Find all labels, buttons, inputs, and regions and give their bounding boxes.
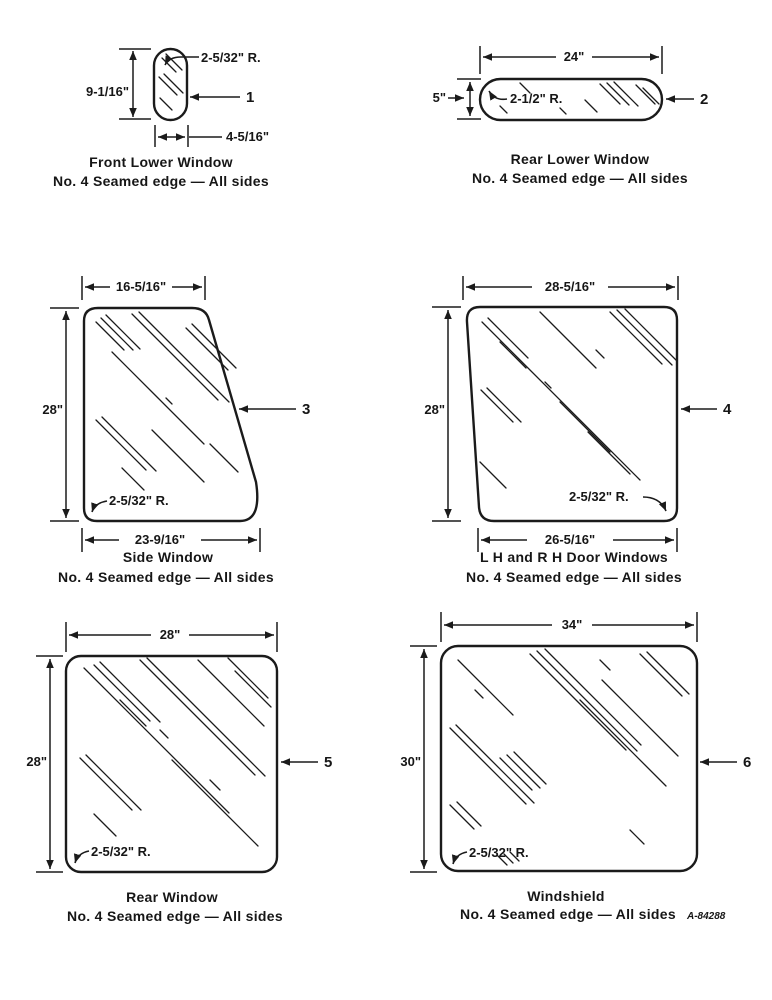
- part-number-label: 3: [302, 401, 311, 418]
- dim-label-height: 9-1/16": [85, 84, 129, 99]
- glass-streaks: [80, 658, 271, 846]
- part-number-label: 2: [700, 91, 709, 108]
- glass-streaks: [450, 649, 689, 865]
- dim-label-top: 28-5/16": [544, 279, 596, 294]
- edge-note-caption: No. 4 Seamed edge — All sides: [460, 906, 676, 922]
- figure-rear-lower-window: [433, 46, 709, 186]
- radius-label: 2-1/2" R.: [510, 91, 563, 106]
- glass-outline: [84, 308, 257, 521]
- part-number-label: 6: [743, 754, 752, 771]
- glass-outline: [66, 656, 277, 872]
- dim-label-height: 28": [26, 754, 47, 769]
- figure-front-lower-window: [53, 49, 269, 189]
- radius-leader-line: [643, 497, 666, 511]
- figure-rear-window: [26, 622, 332, 924]
- glass-streaks: [159, 54, 183, 110]
- window-name-caption: Rear Window: [126, 889, 218, 905]
- window-name-caption: Side Window: [122, 549, 214, 565]
- glass-streaks: [96, 312, 238, 490]
- radius-label: 2-5/32" R.: [91, 844, 151, 859]
- radius-leader-line: [92, 501, 107, 512]
- part-number-label: 4: [723, 401, 732, 418]
- drawing-number-label: A-84288: [687, 911, 726, 922]
- window-name-caption: Front Lower Window: [89, 154, 233, 170]
- edge-note-caption: No. 4 Seamed edge — All sides: [466, 569, 682, 585]
- dim-label-width: 24": [563, 49, 585, 64]
- glass-streaks: [480, 309, 677, 488]
- radius-leader-line: [75, 851, 89, 863]
- dim-label-width: 28": [159, 627, 181, 642]
- dim-label-width: 34": [561, 617, 583, 632]
- radius-label: 2-5/32" R.: [469, 845, 529, 860]
- dim-label-height: 28": [424, 402, 445, 417]
- dim-label-width: 4-5/16": [226, 129, 270, 144]
- glass-outline: [480, 79, 662, 120]
- dim-label-bottom: 26-5/16": [544, 532, 596, 547]
- edge-note-caption: No. 4 Seamed edge — All sides: [67, 908, 283, 924]
- radius-leader-line: [453, 852, 467, 864]
- part-number-label: 1: [246, 89, 255, 106]
- figure-side-window: [42, 276, 310, 585]
- dim-label-bottom: 23-9/16": [134, 532, 186, 547]
- part-number-label: 5: [324, 754, 333, 771]
- dim-label-height: 28": [42, 402, 63, 417]
- figure-windshield: [400, 612, 751, 922]
- dim-label-top: 16-5/16": [115, 279, 167, 294]
- edge-note-caption: No. 4 Seamed edge — All sides: [53, 173, 269, 189]
- window-name-caption: L H and R H Door Windows: [479, 549, 669, 565]
- window-name-caption: Rear Lower Window: [510, 151, 650, 167]
- radius-leader-line: [489, 91, 507, 99]
- radius-label: 2-5/32" R.: [109, 493, 169, 508]
- edge-note-caption: No. 4 Seamed edge — All sides: [58, 569, 274, 585]
- figure-door-windows: [424, 276, 732, 585]
- radius-label: 2-5/32" R.: [201, 50, 261, 65]
- glass-outline: [441, 646, 697, 871]
- dim-label-height: 5": [432, 90, 446, 105]
- edge-note-caption: No. 4 Seamed edge — All sides: [472, 170, 688, 186]
- dim-label-height: 30": [400, 754, 421, 769]
- radius-label: 2-5/32" R.: [569, 489, 629, 504]
- window-name-caption: Windshield: [527, 888, 605, 904]
